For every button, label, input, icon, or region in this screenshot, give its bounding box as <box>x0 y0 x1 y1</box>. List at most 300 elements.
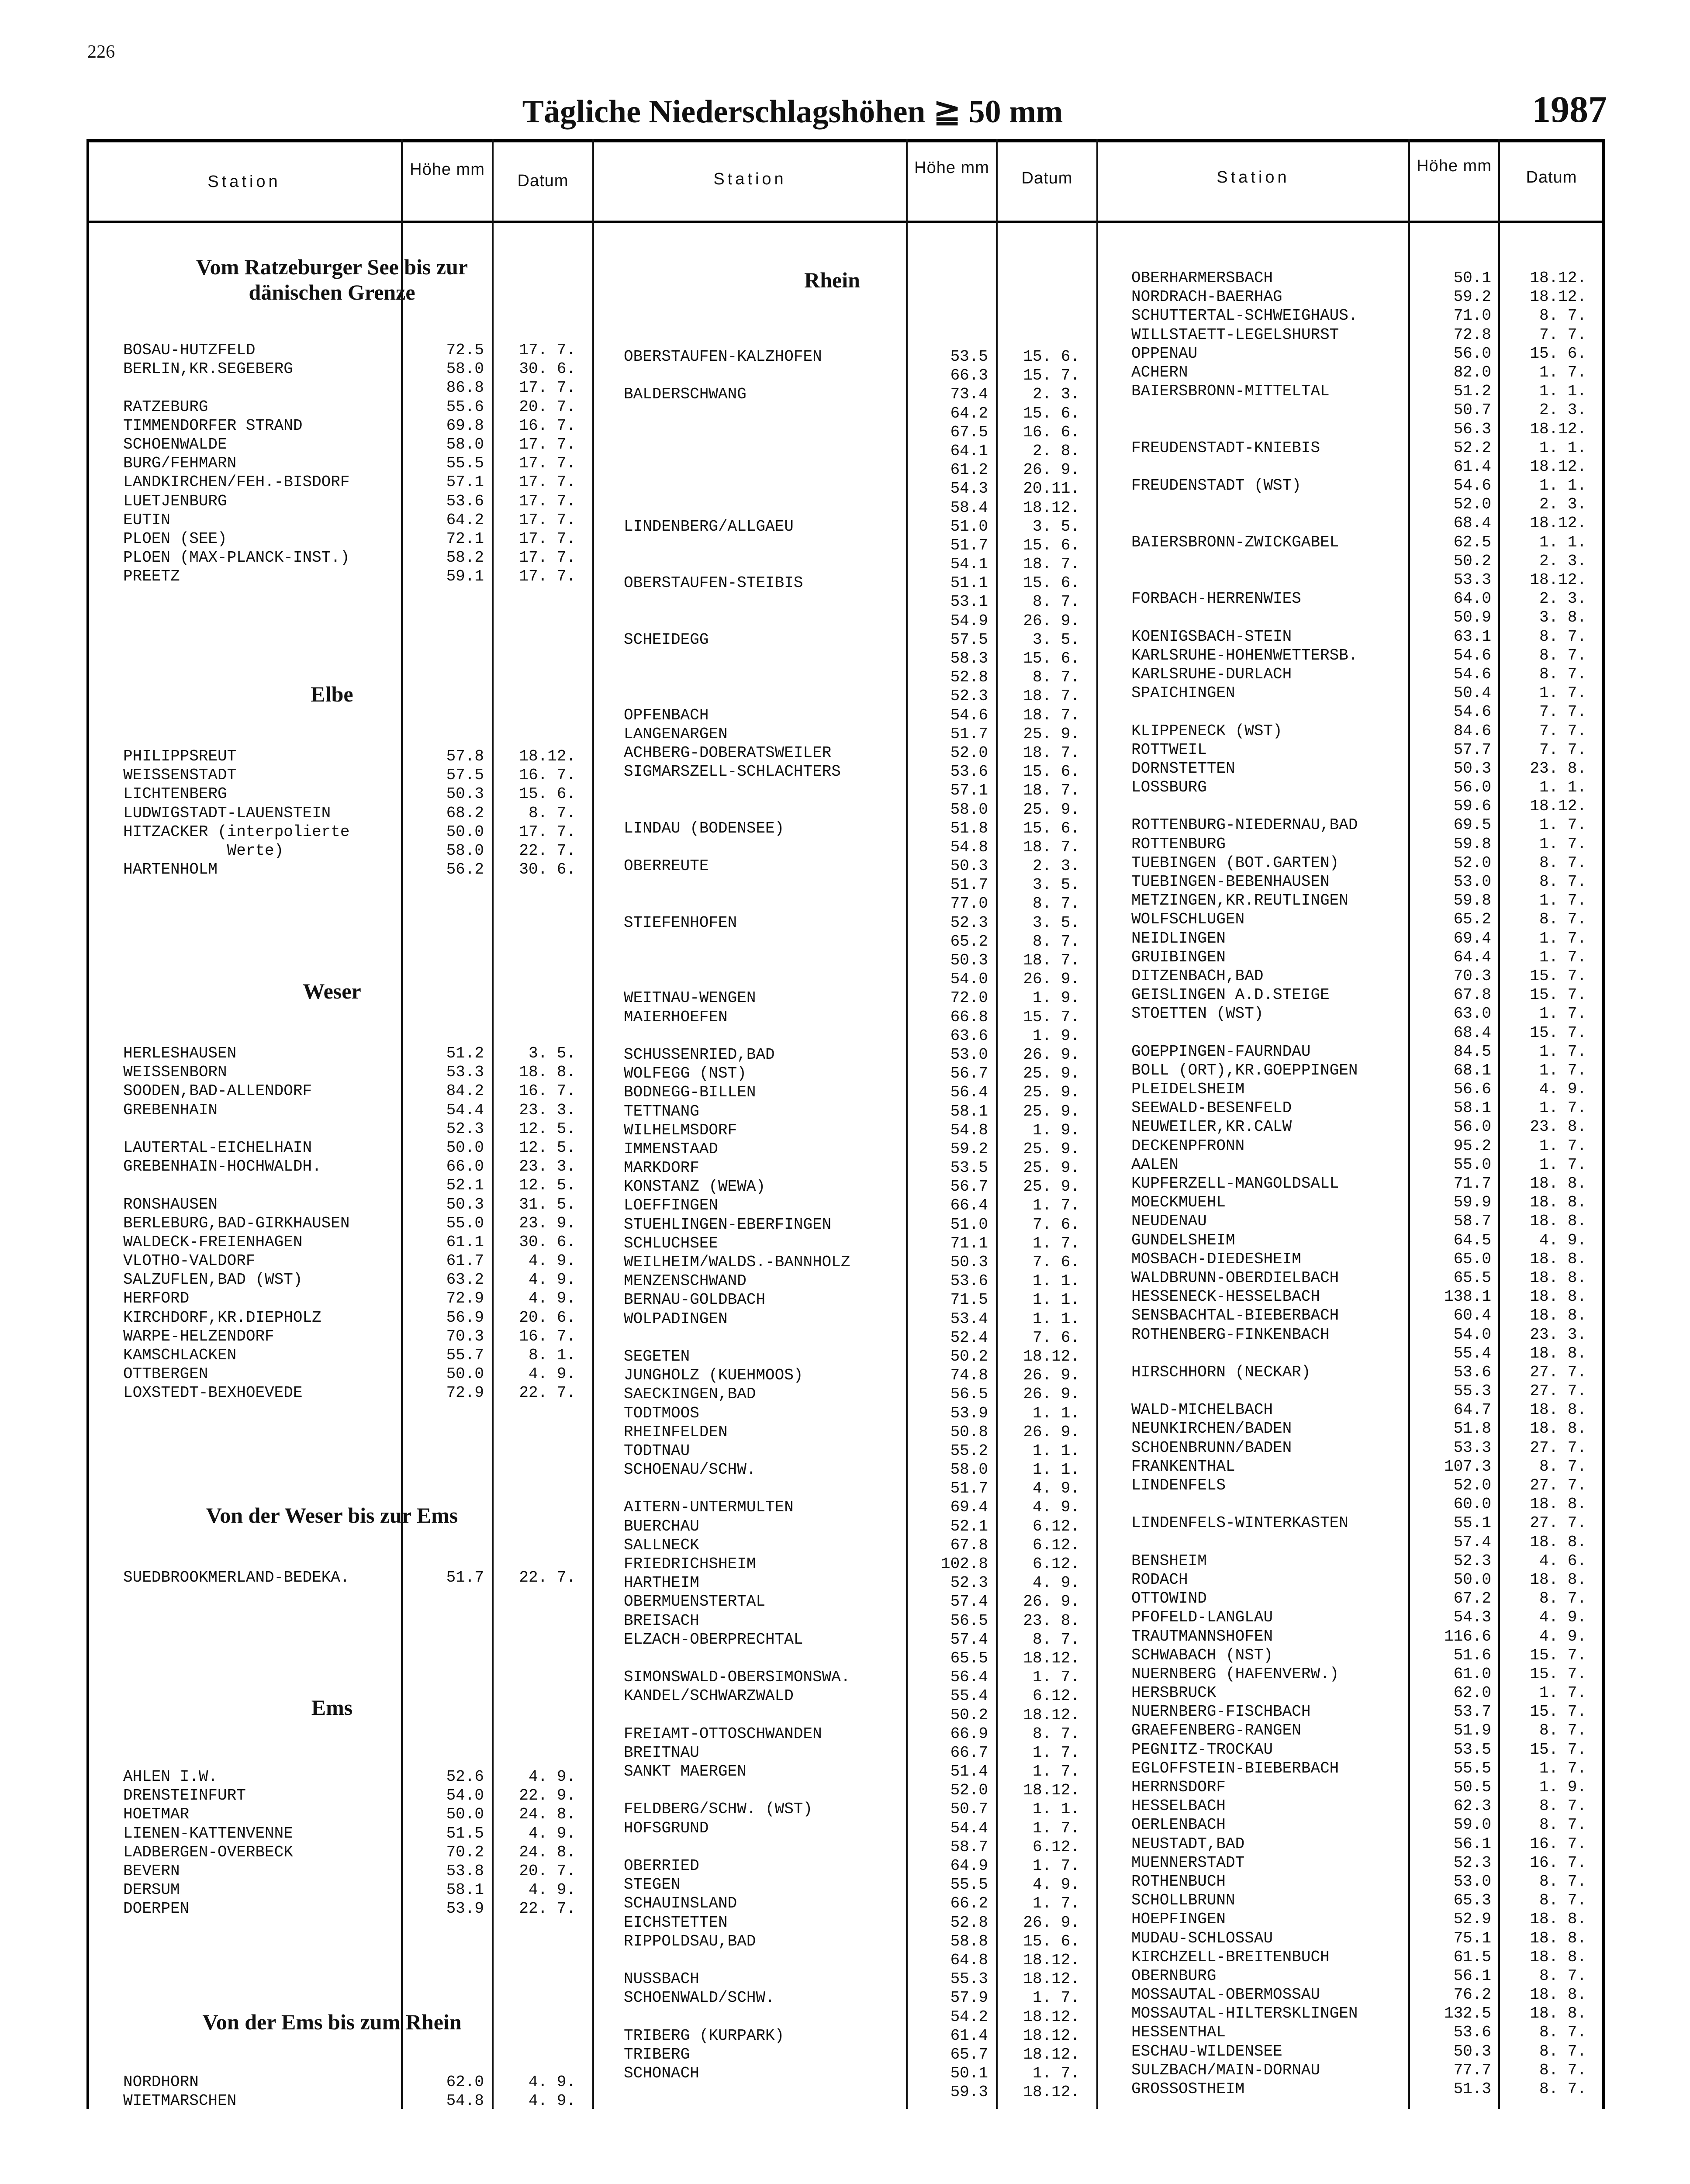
precip-height: 77.7 <box>1453 2061 1491 2079</box>
precip-date: 18.12. <box>519 747 576 765</box>
precip-height: 52.3 <box>950 913 988 932</box>
precip-date: 3. 5. <box>1032 913 1080 932</box>
precip-height: 51.0 <box>950 517 988 536</box>
precip-height: 67.5 <box>950 423 988 441</box>
station-name: LINDENFELS-WINTERKASTEN <box>1131 1514 1348 1532</box>
precip-date: 6.12. <box>1032 1555 1080 1573</box>
precip-height: 54.2 <box>950 2008 988 2026</box>
station-name: WALD-MICHELBACH <box>1131 1401 1273 1419</box>
station-name: SCHAUINSLAND <box>624 1894 737 1913</box>
station-name: OBERMUENSTERTAL <box>624 1593 766 1611</box>
precip-height: 58.0 <box>950 800 988 819</box>
station-name: LUDWIGSTADT-LAUENSTEIN <box>123 804 331 822</box>
precip-height: 58.8 <box>950 1932 988 1950</box>
station-name: HERLESHAUSEN <box>123 1044 237 1062</box>
station-name: GROSSOSTHEIM <box>1131 2080 1245 2098</box>
table-row <box>0 1080 1690 1099</box>
table-row <box>0 344 1690 363</box>
precip-height: 59.0 <box>1453 1816 1491 1834</box>
precip-date: 18.12. <box>1023 2045 1080 2063</box>
table-row <box>0 401 1690 419</box>
precip-date: 23. 8. <box>1530 759 1586 778</box>
precip-height: 55.2 <box>950 1441 988 1460</box>
precip-height: 73.4 <box>950 385 988 404</box>
precip-height: 68.4 <box>1453 514 1491 532</box>
precip-date: 8. 7. <box>1539 2061 1586 2079</box>
station-name: ROTTENBURG <box>1131 835 1226 853</box>
station-name: GOEPPINGEN-FAURNDAU <box>1131 1042 1311 1061</box>
station-name: SCHOENBRUNN/BADEN <box>1131 1438 1292 1457</box>
precip-height: 52.3 <box>950 687 988 705</box>
precip-date: 18.12. <box>1023 2026 1080 2045</box>
precip-date: 18. 8. <box>1530 1495 1586 1514</box>
header-rule <box>86 221 1605 223</box>
precip-date: 17. 7. <box>519 549 576 567</box>
precip-height: 65.5 <box>950 1649 988 1667</box>
precip-date: 1. 7. <box>1032 1762 1080 1781</box>
precip-date: 8. 7. <box>1539 665 1586 683</box>
station-name: RIPPOLDSAU,BAD <box>624 1932 756 1950</box>
station-name: GRUIBINGEN <box>1131 948 1226 966</box>
precip-date: 30. 6. <box>519 360 576 378</box>
station-name: HOEPFINGEN <box>1131 1910 1226 1928</box>
table-row <box>0 570 1690 589</box>
precip-date: 12. 5. <box>519 1176 576 1195</box>
station-name: SOODEN,BAD-ALLENDORF <box>123 1082 312 1100</box>
precip-height: 72.9 <box>446 1289 484 1308</box>
precip-date: 16. 7. <box>1530 1853 1586 1872</box>
precip-date: 18. 7. <box>1023 951 1080 969</box>
table-row <box>0 778 1690 797</box>
station-name: BERNAU-GOLDBACH <box>624 1291 766 1309</box>
precip-date: 4. 9. <box>1032 1498 1080 1517</box>
station-name: MUDAU-SCHLOSSAU <box>1131 1929 1273 1947</box>
precip-date: 1. 7. <box>1539 684 1586 702</box>
precip-date: 18. 8. <box>1530 1948 1586 1966</box>
precip-date: 1. 7. <box>1539 1061 1586 1079</box>
section-heading: Elbe <box>311 682 353 706</box>
precip-height: 68.2 <box>446 804 484 822</box>
precip-date: 26. 9. <box>1023 1593 1080 1611</box>
precip-date: 16. 7. <box>519 416 576 435</box>
precip-date: 8. 1. <box>528 1346 576 1364</box>
precip-date: 18. 8. <box>1530 2004 1586 2023</box>
station-name: WEILHEIM/WALDS.-BANNHOLZ <box>624 1253 850 1271</box>
precip-height: 65.5 <box>1453 1268 1491 1287</box>
station-name: TODTNAU <box>624 1441 690 1460</box>
precip-height: 59.6 <box>1453 797 1491 816</box>
station-name: OBERSTAUFEN-STEIBIS <box>624 574 803 592</box>
station-name: SIMONSWALD-OBERSIMONSWA. <box>624 1668 850 1686</box>
precip-date: 17. 7. <box>519 529 576 548</box>
precip-height: 53.5 <box>1453 1740 1491 1759</box>
station-name: ACHERN <box>1131 363 1188 381</box>
precip-date: 27. 7. <box>1530 1514 1586 1532</box>
precip-date: 18. 8. <box>1530 1420 1586 1438</box>
table-row <box>0 1476 1690 1495</box>
precip-date: 1. 9. <box>1032 1121 1080 1139</box>
precip-date: 7. 7. <box>1539 325 1586 344</box>
precip-date: 2. 3. <box>1539 590 1586 608</box>
precip-date: 25. 9. <box>1023 725 1080 743</box>
precip-height: 52.3 <box>446 1120 484 1138</box>
station-name: WALDBRUNN-OBERDIELBACH <box>1131 1268 1339 1287</box>
precip-date: 15. 7. <box>1530 1665 1586 1683</box>
precip-date: 15. 6. <box>1023 536 1080 554</box>
table-row <box>0 1400 1690 1419</box>
table-row <box>0 1419 1690 1438</box>
precip-height: 55.7 <box>446 1346 484 1364</box>
precip-date: 15. 7. <box>1530 967 1586 985</box>
precip-height: 64.2 <box>950 404 988 422</box>
precip-height: 63.6 <box>950 1026 988 1045</box>
precip-date: 8. 7. <box>1539 1797 1586 1815</box>
station-name: WEISSENBORN <box>123 1063 227 1082</box>
precip-height: 52.1 <box>950 1517 988 1535</box>
table-row <box>0 1457 1690 1476</box>
precip-height: 54.8 <box>446 2092 484 2110</box>
precip-date: 15. 6. <box>1023 819 1080 837</box>
precip-height: 62.3 <box>1453 1797 1491 1815</box>
station-name: DORNSTETTEN <box>1131 759 1235 778</box>
precip-date: 7. 6. <box>1032 1328 1080 1347</box>
precip-height: 84.2 <box>446 1082 484 1100</box>
precip-height: 62.0 <box>1453 1684 1491 1702</box>
precip-date: 1. 9. <box>1032 1026 1080 1045</box>
precip-height: 64.1 <box>950 442 988 460</box>
station-name: FREIAMT-OTTOSCHWANDEN <box>624 1724 822 1743</box>
precip-height: 51.7 <box>950 876 988 894</box>
precip-height: 64.7 <box>1453 1401 1491 1419</box>
section-heading: Ems <box>311 1695 353 1720</box>
precip-height: 74.8 <box>950 1366 988 1385</box>
station-name: RODACH <box>1131 1570 1188 1589</box>
table-row <box>0 967 1690 985</box>
table-row <box>0 854 1690 872</box>
precip-height: 51.9 <box>1453 1721 1491 1740</box>
precip-height: 51.7 <box>950 1479 988 1498</box>
precip-date: 8. 7. <box>1539 854 1586 872</box>
station-name: BREISACH <box>624 1611 699 1630</box>
table-row <box>0 476 1690 495</box>
station-name: MARKDORF <box>624 1159 699 1177</box>
precip-date: 8. 7. <box>1539 2023 1586 2042</box>
precip-height: 69.8 <box>446 416 484 435</box>
station-name: ROTHENBERG-FINKENBACH <box>1131 1325 1330 1344</box>
precip-height: 65.7 <box>950 2045 988 2063</box>
table-row <box>0 1552 1690 1570</box>
precip-height: 54.1 <box>950 555 988 574</box>
precip-date: 18. 8. <box>1530 1929 1586 1947</box>
station-name: SIGMARSZELL-SCHLACHTERS <box>624 763 841 781</box>
precip-height: 50.0 <box>446 822 484 841</box>
precip-date: 17. 7. <box>519 567 576 586</box>
precip-date: 18.12. <box>1023 1347 1080 1365</box>
precip-height: 58.1 <box>446 1881 484 1899</box>
table-row <box>0 1797 1690 1815</box>
precip-date: 1. 7. <box>1032 1894 1080 1913</box>
precip-date: 26. 9. <box>1023 1045 1080 1064</box>
precip-height: 53.0 <box>950 1045 988 1064</box>
precip-date: 18.12. <box>1023 1649 1080 1667</box>
precip-date: 27. 7. <box>1530 1476 1586 1494</box>
precip-height: 54.6 <box>1453 703 1491 721</box>
precip-height: 51.0 <box>950 1215 988 1234</box>
station-name: GRAEFENBERG-RANGEN <box>1131 1721 1301 1740</box>
precip-height: 53.6 <box>1453 1363 1491 1381</box>
table-row <box>0 514 1690 532</box>
precip-date: 18. 7. <box>1023 555 1080 574</box>
precip-date: 2. 8. <box>1032 442 1080 460</box>
precip-height: 57.7 <box>1453 740 1491 759</box>
precip-date: 18. 8. <box>1530 1175 1586 1192</box>
station-name: WALDECK-FREIENHAGEN <box>123 1233 303 1251</box>
precip-height: 50.5 <box>1453 1778 1491 1796</box>
precip-date: 23. 3. <box>1530 1325 1586 1344</box>
precip-height: 53.1 <box>950 593 988 611</box>
precip-height: 55.5 <box>950 1876 988 1894</box>
precip-date: 2. 3. <box>1032 385 1080 404</box>
precip-height: 60.0 <box>1453 1495 1491 1514</box>
precip-height: 54.0 <box>1453 1325 1491 1344</box>
station-name: SCHEIDEGG <box>624 630 709 649</box>
station-name: DOERPEN <box>123 1900 190 1918</box>
precip-date: 1. 1. <box>1539 533 1586 551</box>
precip-height: 59.1 <box>446 567 484 586</box>
precip-date: 4. 9. <box>1539 1080 1586 1099</box>
station-name: MOSSAUTAL-OBERMOSSAU <box>1131 1986 1320 2004</box>
precip-height: 64.4 <box>1453 948 1491 966</box>
precip-height: 54.6 <box>950 706 988 724</box>
station-name: EUTIN <box>123 511 171 529</box>
station-name: BAIERSBRONN-ZWICKGABEL <box>1131 533 1339 551</box>
station-name: OBERREUTE <box>624 857 709 875</box>
station-name: OBERHARMERSBACH <box>1131 269 1273 287</box>
station-name: KAMSCHLACKEN <box>123 1346 237 1364</box>
precip-date: 8. 7. <box>1032 932 1080 950</box>
precip-date: 16. 7. <box>519 1327 576 1345</box>
precip-height: 61.5 <box>1453 1948 1491 1966</box>
station-name: DRENSTEINFURT <box>123 1787 246 1805</box>
precip-date: 18.12. <box>1023 1706 1080 1724</box>
precip-date: 17. 7. <box>519 341 576 359</box>
table-row <box>0 2080 1690 2098</box>
precip-date: 4. 9. <box>528 1881 576 1899</box>
station-name: LICHTENBERG <box>123 785 227 803</box>
precip-height: 59.3 <box>950 2083 988 2101</box>
precip-height: 51.4 <box>950 1762 988 1781</box>
precip-height: 64.0 <box>1453 590 1491 608</box>
precip-height: 54.6 <box>1453 477 1491 495</box>
precip-height: 68.4 <box>1453 1023 1491 1042</box>
precip-date: 18.12. <box>1530 420 1586 438</box>
station-name: KOENIGSBACH-STEIN <box>1131 627 1292 646</box>
precip-height: 56.0 <box>1453 1118 1491 1136</box>
precip-height: 66.7 <box>950 1743 988 1762</box>
precip-height: 56.6 <box>1453 1080 1491 1099</box>
station-name: KANDEL/SCHWARZWALD <box>624 1687 794 1705</box>
precip-height: 50.3 <box>950 857 988 875</box>
precip-height: 50.1 <box>950 2064 988 2083</box>
table-row <box>0 552 1690 570</box>
precip-height: 52.3 <box>950 1574 988 1592</box>
station-name: PREETZ <box>123 567 180 586</box>
precip-height: 62.0 <box>446 2073 484 2091</box>
precip-date: 18.12. <box>1530 571 1586 589</box>
precip-date: 18.12. <box>1023 2083 1080 2101</box>
precip-date: 4. 9. <box>1539 1608 1586 1627</box>
station-name: BOSAU-HUTZFELD <box>123 341 256 359</box>
station-name: STUEHLINGEN-EBERFINGEN <box>624 1215 832 1234</box>
precip-height: 52.8 <box>950 1913 988 1932</box>
precip-height: 50.3 <box>1453 759 1491 778</box>
precip-date: 18. 8. <box>1530 1344 1586 1362</box>
precip-date: 8. 7. <box>1032 668 1080 687</box>
station-name: NUSSBACH <box>624 1970 699 1988</box>
station-name: KIRCHZELL-BREITENBUCH <box>1131 1948 1330 1966</box>
station-name: HERFORD <box>123 1289 190 1308</box>
station-name: VLOTHO-VALDORF <box>123 1252 256 1270</box>
precip-date: 23. 3. <box>519 1101 576 1119</box>
precip-date: 18.12. <box>1530 514 1586 532</box>
precip-date: 15. 7. <box>1530 986 1586 1004</box>
table-row <box>0 1325 1690 1344</box>
station-name: FORBACH-HERRENWIES <box>1131 590 1301 608</box>
station-name: NUERNBERG-FISCHBACH <box>1131 1703 1311 1721</box>
precip-date: 22. 7. <box>519 841 576 860</box>
precip-date: 8. 7. <box>1539 307 1586 325</box>
table-row <box>0 495 1690 514</box>
header-hoehe: Höhe mm <box>1417 157 1492 175</box>
precip-height: 50.7 <box>1453 401 1491 419</box>
precip-date: 6.12. <box>1032 1536 1080 1554</box>
precip-height: 57.5 <box>950 630 988 649</box>
precip-date: 1. 1. <box>1539 382 1586 401</box>
precip-date: 18. 8. <box>1530 1401 1586 1419</box>
precip-date: 26. 9. <box>1023 1423 1080 1441</box>
precip-height: 52.2 <box>1453 439 1491 457</box>
header-datum: Datum <box>1526 168 1577 187</box>
station-name: LIENEN-KATTENVENNE <box>123 1824 293 1842</box>
precip-height: 52.0 <box>950 1781 988 1800</box>
station-name: KIRCHDORF,KR.DIEPHOLZ <box>123 1308 321 1327</box>
station-name: EICHSTETTEN <box>624 1913 728 1932</box>
precip-height: 51.3 <box>1453 2080 1491 2098</box>
table-row <box>0 1759 1690 1778</box>
precip-date: 1. 1. <box>1539 477 1586 495</box>
station-name: LADBERGEN-OVERBECK <box>123 1843 293 1861</box>
precip-date: 26. 9. <box>1023 461 1080 479</box>
precip-date: 4. 9. <box>1032 1876 1080 1894</box>
precip-height: 53.3 <box>1453 571 1491 589</box>
precip-height: 69.4 <box>950 1498 988 1517</box>
table-row <box>0 1344 1690 1363</box>
table-row <box>0 1042 1690 1061</box>
header-station: Station <box>713 170 787 188</box>
station-name: FRANKENTHAL <box>1131 1457 1235 1476</box>
precip-date: 15. 7. <box>1023 1008 1080 1026</box>
precip-height: 138.1 <box>1444 1288 1491 1306</box>
precip-date: 18.12. <box>1530 269 1586 287</box>
table-row <box>0 891 1690 910</box>
precip-date: 15. 7. <box>1530 1703 1586 1721</box>
precip-height: 86.8 <box>446 379 484 397</box>
precip-date: 8. 7. <box>1539 1872 1586 1890</box>
precip-height: 58.0 <box>446 435 484 453</box>
precip-date: 4. 9. <box>1032 1479 1080 1498</box>
station-name: RHEINFELDEN <box>624 1423 728 1441</box>
precip-height: 72.0 <box>950 989 988 1007</box>
table-row <box>0 665 1690 684</box>
precip-height: 52.0 <box>1453 1476 1491 1494</box>
precip-date: 20.11. <box>1023 480 1080 498</box>
precip-date: 8. 7. <box>1032 593 1080 611</box>
precip-height: 50.0 <box>1453 1570 1491 1589</box>
precip-height: 56.5 <box>950 1385 988 1403</box>
precip-height: 72.5 <box>446 341 484 359</box>
precip-date: 1. 1. <box>1032 1800 1080 1818</box>
station-name: NEUSTADT,BAD <box>1131 1835 1245 1853</box>
precip-date: 4. 9. <box>528 1271 576 1289</box>
table-row <box>0 1514 1690 1532</box>
precip-date: 1. 7. <box>1539 1042 1586 1061</box>
precip-height: 51.7 <box>950 536 988 554</box>
precip-height: 57.1 <box>950 781 988 800</box>
precip-height: 52.4 <box>950 1328 988 1347</box>
precip-height: 59.8 <box>1453 892 1491 910</box>
section-rows <box>0 269 1690 2098</box>
precip-height: 50.4 <box>1453 684 1491 702</box>
precip-date: 3. 5. <box>1032 876 1080 894</box>
table-row <box>0 1495 1690 1514</box>
station-name: SUEDBROOKMERLAND-BEDEKA. <box>123 1569 350 1586</box>
precip-height: 52.0 <box>1453 495 1491 514</box>
precip-date: 3. 5. <box>528 1044 576 1062</box>
precip-height: 84.5 <box>1453 1042 1491 1061</box>
precip-height: 65.2 <box>1453 910 1491 929</box>
station-name: GREBENHAIN-HOCHWALDH. <box>123 1158 321 1176</box>
station-name: Werte) <box>123 841 284 860</box>
precip-date: 24. 8. <box>519 1805 576 1824</box>
station-name: SCHUSSENRIED,BAD <box>624 1045 775 1064</box>
precip-date: 1. 7. <box>1539 1684 1586 1702</box>
station-name: BURG/FEHMARN <box>123 454 237 473</box>
table-row <box>0 929 1690 948</box>
precip-date: 1. 7. <box>1032 1196 1080 1215</box>
station-name: BODNEGG-BILLEN <box>624 1083 756 1102</box>
precip-height: 52.3 <box>1453 1552 1491 1570</box>
precip-height: 54.8 <box>950 1121 988 1139</box>
table-row <box>0 1212 1690 1230</box>
table-row <box>0 872 1690 891</box>
precip-date: 15. 7. <box>1530 1023 1586 1042</box>
precip-date: 6.12. <box>1032 1687 1080 1705</box>
table-row <box>0 1966 1690 1985</box>
precip-height: 52.1 <box>446 1176 484 1195</box>
precip-height: 132.5 <box>1444 2004 1491 2023</box>
station-name: BAIERSBRONN-MITTELTAL <box>1131 382 1330 401</box>
precip-height: 53.8 <box>446 1862 484 1880</box>
precip-date: 15. 6. <box>1023 763 1080 781</box>
precip-height: 82.0 <box>1453 363 1491 381</box>
precip-height: 70.2 <box>446 1843 484 1861</box>
precip-date: 25. 9. <box>1023 1140 1080 1158</box>
precip-height: 54.8 <box>950 838 988 856</box>
station-name: WILLSTAETT-LEGELSHURST <box>1131 325 1339 344</box>
station-name: HARTENHOLM <box>123 860 218 879</box>
precip-date: 25. 9. <box>1023 800 1080 819</box>
precip-date: 18. 8. <box>1530 1570 1586 1589</box>
